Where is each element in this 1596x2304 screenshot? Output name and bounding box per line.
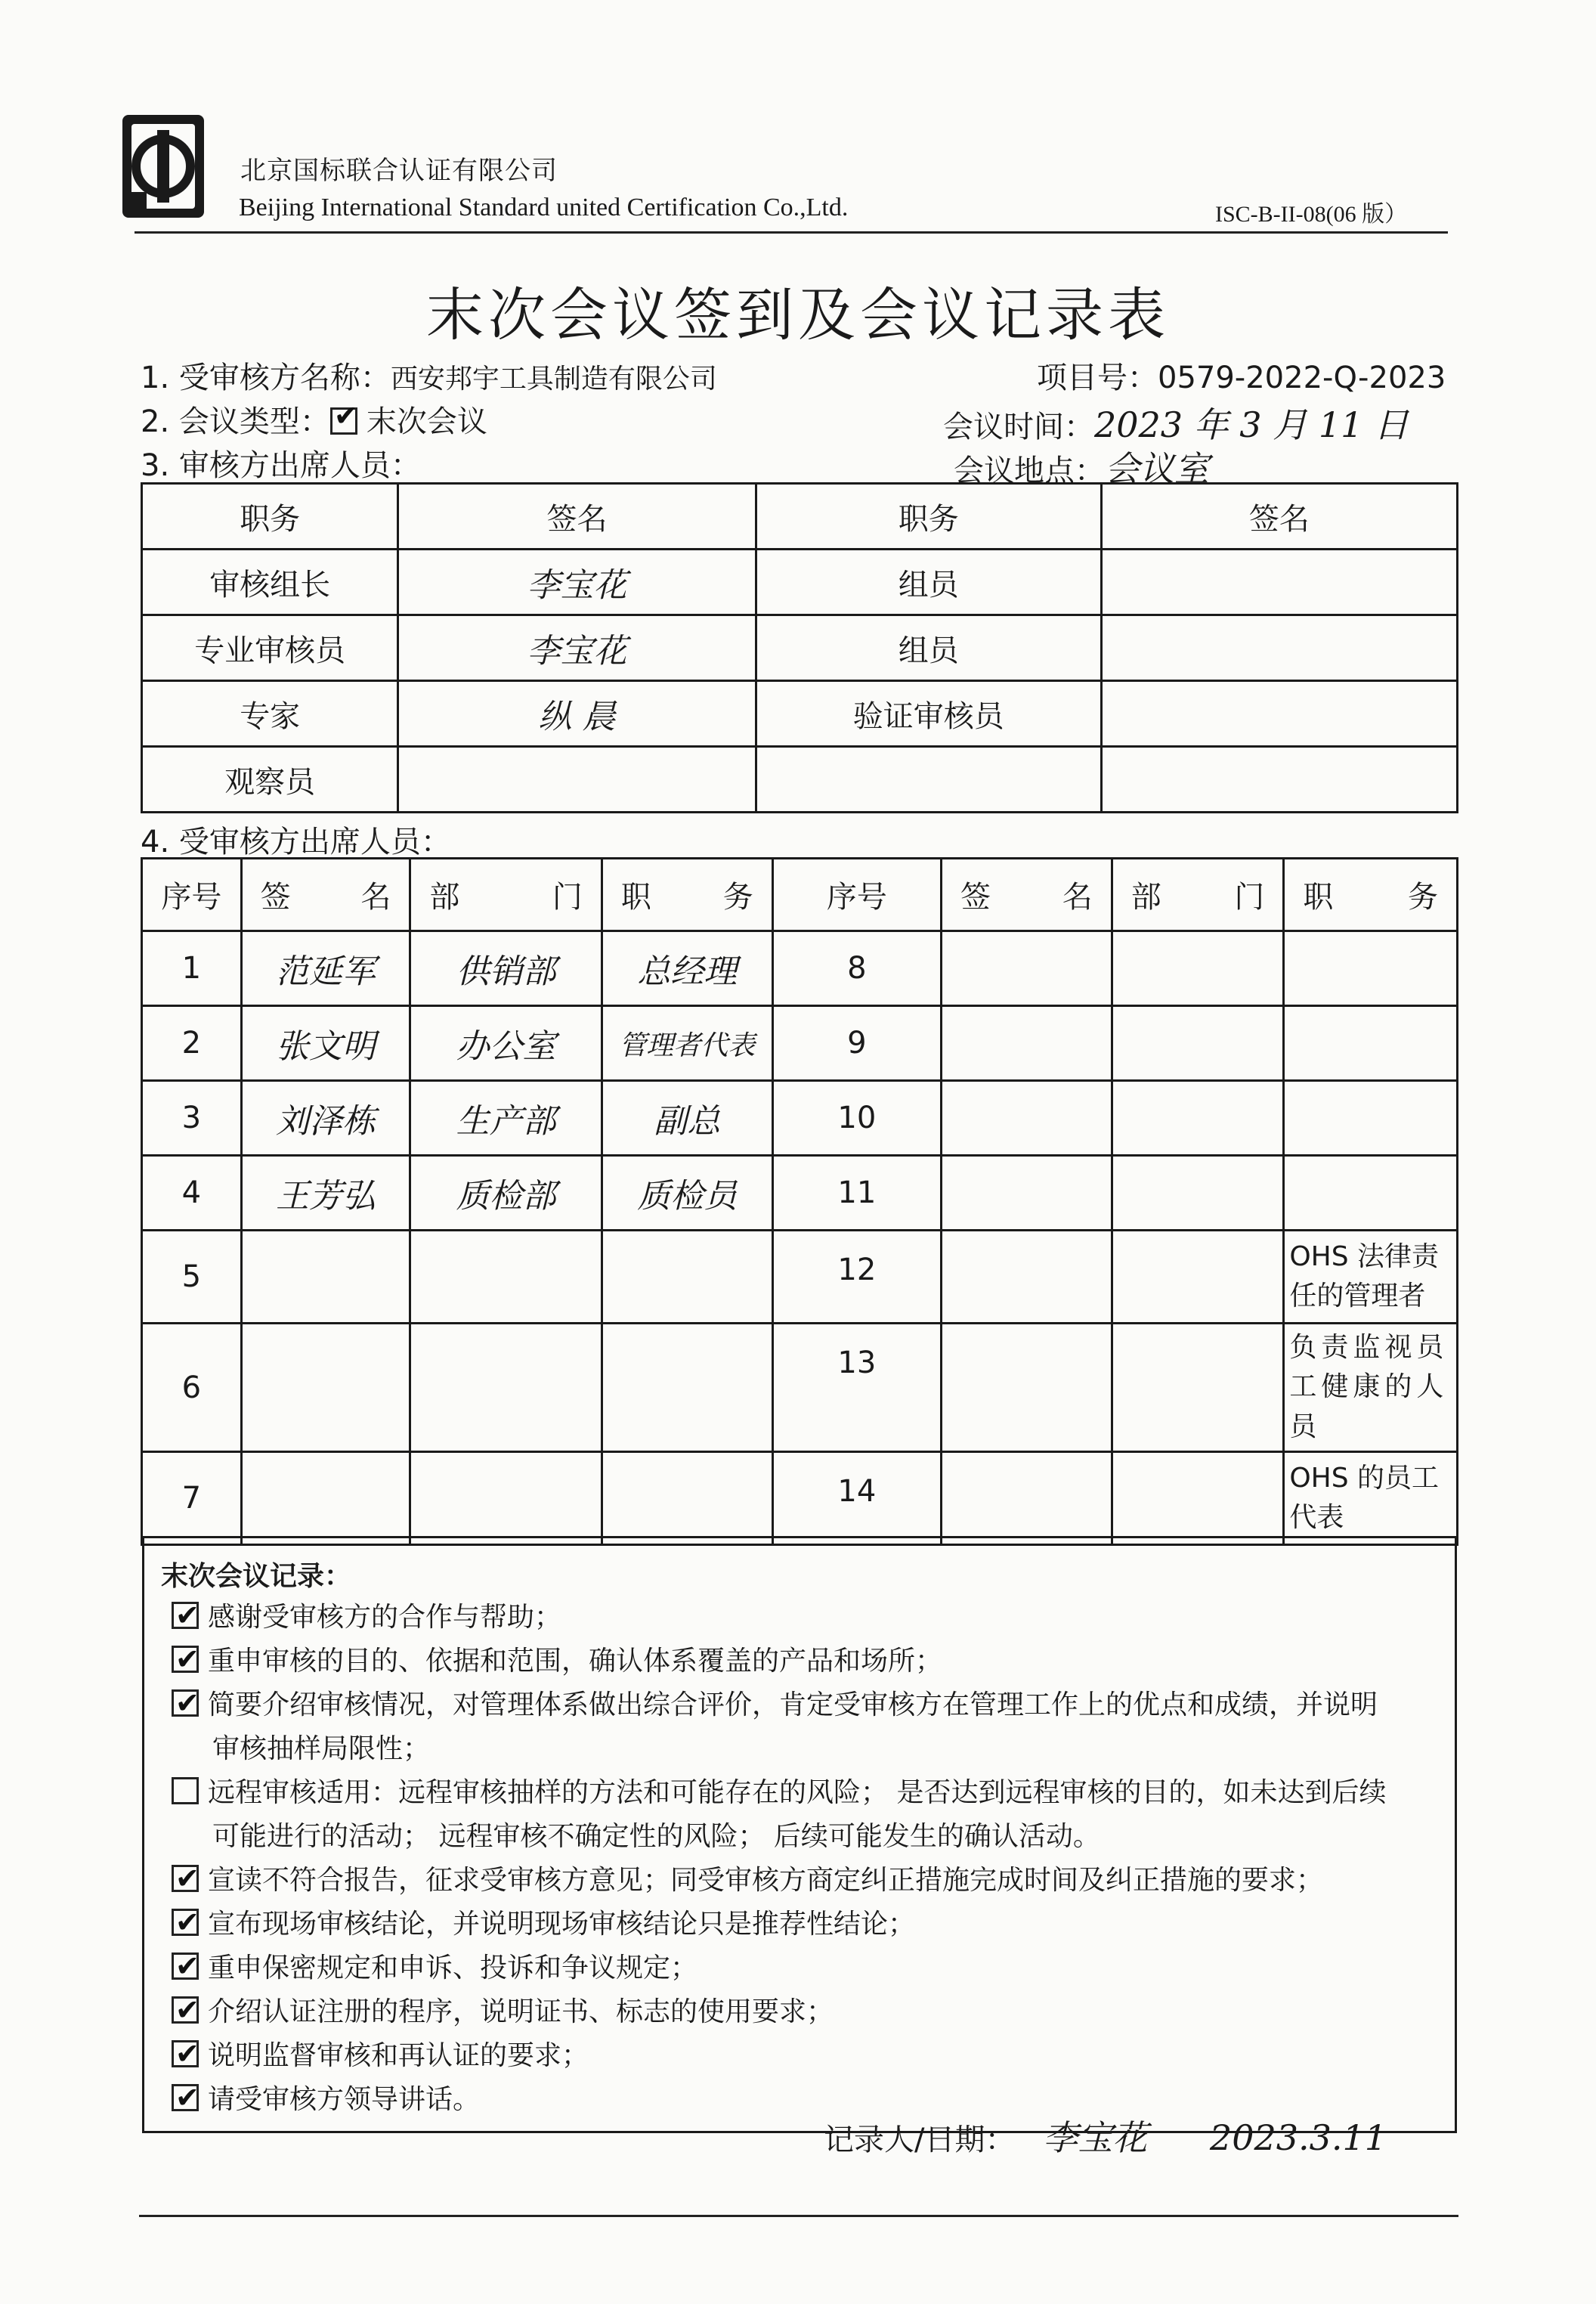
- header-divider: [135, 231, 1448, 234]
- row-no: 6: [142, 1324, 242, 1452]
- attendee-table-header: [142, 859, 1458, 931]
- ohs-legal-note: OHS 法律责任的管理者: [1284, 1231, 1458, 1324]
- name-cell[interactable]: [241, 1452, 410, 1545]
- dept-cell[interactable]: 办公室: [410, 1006, 602, 1081]
- table-row: [142, 681, 1458, 747]
- row-no: 4: [142, 1156, 242, 1231]
- row-no-2: 14: [772, 1452, 941, 1545]
- header-dept-b: 门: [552, 880, 583, 915]
- recorder-line: [824, 2110, 1387, 2160]
- recorder-label: 记录人/日期：: [824, 2123, 1016, 2157]
- row-no: 1: [142, 931, 242, 1006]
- dept-cell[interactable]: [410, 1452, 602, 1545]
- auditee-line: [141, 354, 717, 397]
- auditors-label: 3. 审核方出席人员：: [141, 448, 421, 483]
- company-name-cn: 北京国标联合认证有限公司: [240, 156, 558, 186]
- note-checkbox[interactable]: [172, 2040, 199, 2067]
- role-cell-2[interactable]: [1284, 1156, 1458, 1231]
- role-cell-2[interactable]: [1284, 931, 1458, 1006]
- name-cell-2[interactable]: [942, 1324, 1112, 1452]
- header-role2-b: 务: [1408, 880, 1438, 915]
- note-text-cont: 可能进行的活动； 远程审核不确定性的风险； 后续可能发生的确认活动。: [212, 1821, 1100, 1852]
- note-item: [172, 1683, 1440, 1771]
- document-code: ISC-B-II-08(06 版）: [1215, 202, 1408, 227]
- note-checkbox[interactable]: [172, 1953, 199, 1980]
- row-no: 5: [142, 1231, 242, 1324]
- table-row: [142, 747, 1458, 813]
- table-row: [142, 1006, 1458, 1081]
- note-checkbox[interactable]: [172, 2084, 199, 2111]
- note-checkbox[interactable]: [172, 1909, 199, 1936]
- isc-logo-icon: [121, 113, 206, 219]
- header-dept2-b: 门: [1234, 880, 1265, 915]
- dept-cell[interactable]: [410, 1231, 602, 1324]
- note-text: 感谢受审核方的合作与帮助；: [208, 1602, 562, 1633]
- header-name-2: [942, 859, 1112, 931]
- name-cell-2[interactable]: [942, 931, 1112, 1006]
- note-item: [172, 1903, 1440, 1946]
- header-role-2: [1284, 859, 1458, 931]
- meeting-place-value: 会议室: [1105, 448, 1209, 489]
- auditee-label: 1. 受审核方名称：: [141, 361, 391, 395]
- dept-cell-2[interactable]: [1112, 1156, 1284, 1231]
- note-text: 宣读不符合报告，征求受审核方意见；同受审核方商定纠正措施完成时间及纠正措施的要求；: [208, 1865, 1324, 1896]
- role-cell-2[interactable]: [1284, 1081, 1458, 1156]
- name-cell-2[interactable]: [942, 1231, 1112, 1324]
- note-item: [172, 1946, 1440, 1990]
- meeting-type-label: 2. 会议类型：: [141, 404, 330, 439]
- dept-cell-2[interactable]: [1112, 1231, 1284, 1324]
- row-no-2: 10: [772, 1081, 941, 1156]
- note-text: 请受审核方领导讲话。: [208, 2084, 481, 2115]
- attendee-table: [141, 857, 1458, 1546]
- name-cell[interactable]: 范延军: [241, 931, 410, 1006]
- project-label: 项目号：: [1037, 361, 1158, 395]
- name-cell[interactable]: 王芳弘: [241, 1156, 410, 1231]
- header-dept: [410, 859, 602, 931]
- note-text: 介绍认证注册的程序，说明证书、标志的使用要求；: [208, 1996, 834, 2027]
- note-item: [172, 1771, 1440, 1859]
- note-text-cont: 审核抽样局限性；: [212, 1733, 431, 1764]
- auditee-value: 西安邦宇工具制造有限公司: [390, 364, 717, 395]
- header-signature-2: 签名: [1101, 484, 1457, 550]
- header-signature: 签名: [398, 484, 756, 550]
- row-no-2: 11: [772, 1156, 941, 1231]
- header-role-b: 务: [722, 880, 753, 915]
- row-no: 2: [142, 1006, 242, 1081]
- header-name-a: 签: [260, 880, 291, 915]
- notes-title: 末次会议记录：: [161, 1561, 352, 1592]
- row-no: 3: [142, 1081, 242, 1156]
- ohs-rep-note: OHS 的员工代表: [1284, 1452, 1458, 1545]
- auditor-table: [141, 482, 1458, 813]
- note-checkbox[interactable]: [172, 1777, 199, 1804]
- dept-cell-2[interactable]: [1112, 931, 1284, 1006]
- meeting-type-value: 末次会议: [366, 404, 487, 439]
- role-cell[interactable]: 质检员: [602, 1156, 772, 1231]
- dept-cell-2[interactable]: [1112, 1324, 1284, 1452]
- dept-cell[interactable]: 质检部: [410, 1156, 602, 1231]
- signature-cell-2[interactable]: [1101, 615, 1457, 681]
- header-name2-b: 名: [1062, 880, 1093, 915]
- note-text: 宣布现场审核结论，并说明现场审核结论只是推荐性结论；: [208, 1909, 916, 1940]
- role-cell-2: 组员: [756, 615, 1101, 681]
- footer-divider: [139, 2215, 1458, 2217]
- note-checkbox[interactable]: [172, 1602, 199, 1629]
- role-cell[interactable]: [602, 1324, 772, 1452]
- name-cell-2[interactable]: [942, 1452, 1112, 1545]
- role-cell: 观察员: [142, 747, 398, 813]
- header-name2-a: 签: [960, 880, 991, 915]
- note-item: [172, 1990, 1440, 2034]
- role-cell: 审核组长: [142, 550, 398, 615]
- note-text: 重申保密规定和申诉、投诉和争议规定；: [208, 1953, 698, 1983]
- name-cell-2[interactable]: [942, 1081, 1112, 1156]
- header-dept-a: 部: [429, 880, 460, 915]
- name-cell-2[interactable]: [942, 1006, 1112, 1081]
- table-row: [142, 615, 1458, 681]
- meeting-type-checkbox[interactable]: [330, 407, 357, 435]
- header-dept-2: [1112, 859, 1284, 931]
- name-cell-2[interactable]: [942, 1156, 1112, 1231]
- name-cell[interactable]: 刘泽栋: [241, 1081, 410, 1156]
- table-row: [142, 1081, 1458, 1156]
- role-cell: 专家: [142, 681, 398, 747]
- header-no: 序号: [142, 859, 242, 931]
- table-row: [142, 550, 1458, 615]
- meeting-type-line: [141, 398, 487, 441]
- name-cell[interactable]: [241, 1324, 410, 1452]
- name-cell[interactable]: 张文明: [241, 1006, 410, 1081]
- row-no: 7: [142, 1452, 242, 1545]
- table-row: [142, 1156, 1458, 1231]
- note-item: [172, 2034, 1440, 2078]
- meeting-time-value: 2023 年 3 月 11 日: [1094, 404, 1409, 445]
- header-role: 职务: [142, 484, 398, 550]
- role-cell: 专业审核员: [142, 615, 398, 681]
- project-line: [1037, 354, 1446, 397]
- note-text: 远程审核适用：远程审核抽样的方法和可能存在的风险； 是否达到远程审核的目的，如未达到后续: [208, 1777, 1387, 1808]
- role-cell[interactable]: [602, 1452, 772, 1545]
- dept-cell[interactable]: 供销部: [410, 931, 602, 1006]
- row-no-2: 8: [772, 931, 941, 1006]
- note-checkbox[interactable]: [172, 1865, 199, 1892]
- role-cell[interactable]: [602, 1231, 772, 1324]
- header-dept2-a: 部: [1130, 880, 1161, 915]
- table-row: [142, 931, 1458, 1006]
- row-no-2: 9: [772, 1006, 941, 1081]
- header-role2-a: 职: [1303, 880, 1334, 915]
- meeting-time-line: [943, 398, 1409, 447]
- row-no-2: 13: [772, 1324, 941, 1452]
- role-cell[interactable]: 总经理: [602, 931, 772, 1006]
- note-item: [172, 1640, 1440, 1683]
- role-cell-2: [756, 747, 1101, 813]
- note-text: 简要介绍审核情况，对管理体系做出综合评价，肯定受审核方在管理工作上的优点和成绩，并说明: [208, 1689, 1378, 1720]
- meeting-notes-box: [142, 1536, 1457, 2133]
- dept-cell-2[interactable]: [1112, 1006, 1284, 1081]
- signature-cell-2[interactable]: [1101, 747, 1457, 813]
- signature-cell-2[interactable]: [1101, 550, 1457, 615]
- recorder-signature[interactable]: 李宝花: [1043, 2117, 1148, 2158]
- signature-cell[interactable]: 李宝花: [398, 615, 756, 681]
- header-role-a: 职: [620, 880, 651, 915]
- role-cell-2: 验证审核员: [756, 681, 1101, 747]
- signature-cell-2[interactable]: [1101, 681, 1457, 747]
- signature-cell[interactable]: 李宝花: [398, 550, 756, 615]
- note-checkbox[interactable]: [172, 1646, 199, 1673]
- header-no-2: 序号: [772, 859, 941, 931]
- note-item: [172, 1596, 1440, 1640]
- meeting-place-label: 会议地点：: [954, 454, 1105, 488]
- auditee-attendees-label: 4. 受审核方出席人员：: [141, 825, 451, 859]
- header-role-2: 职务: [756, 484, 1101, 550]
- recorder-date[interactable]: 2023.3.11: [1209, 2117, 1387, 2158]
- header-name: [241, 859, 410, 931]
- signature-cell[interactable]: 纵 晨: [398, 681, 756, 747]
- row-no-2: 12: [772, 1231, 941, 1324]
- table-row: [142, 1231, 1458, 1324]
- note-item: [172, 1859, 1440, 1903]
- note-checkbox[interactable]: [172, 1689, 199, 1717]
- meeting-time-label: 会议时间：: [943, 410, 1094, 444]
- note-text: 说明监督审核和再认证的要求；: [208, 2040, 589, 2071]
- header-role: [602, 859, 772, 931]
- dept-cell[interactable]: 生产部: [410, 1081, 602, 1156]
- health-monitor-note: 负责监视员工健康的人员: [1284, 1324, 1458, 1452]
- note-checkbox[interactable]: [172, 1996, 199, 2024]
- header-name-b: 名: [360, 880, 391, 915]
- project-value: 0579-2022-Q-2023: [1158, 361, 1446, 395]
- dept-cell[interactable]: [410, 1324, 602, 1452]
- note-text: 重申审核的目的、依据和范围，确认体系覆盖的产品和场所；: [208, 1646, 943, 1677]
- dept-cell-2[interactable]: [1112, 1081, 1284, 1156]
- auditor-table-header: [142, 484, 1458, 550]
- company-name-en: Beijing International Standard united Certification Co.,Ltd.: [239, 194, 849, 221]
- table-row: [142, 1324, 1458, 1452]
- role-cell-2: 组员: [756, 550, 1101, 615]
- role-cell-2[interactable]: [1284, 1006, 1458, 1081]
- name-cell[interactable]: [241, 1231, 410, 1324]
- dept-cell-2[interactable]: [1112, 1452, 1284, 1545]
- role-cell[interactable]: 管理者代表: [602, 1006, 772, 1081]
- signature-cell[interactable]: [398, 747, 756, 813]
- role-cell[interactable]: 副总: [602, 1081, 772, 1156]
- page-title: 末次会议签到及会议记录表: [426, 281, 1170, 348]
- table-row: [142, 1452, 1458, 1545]
